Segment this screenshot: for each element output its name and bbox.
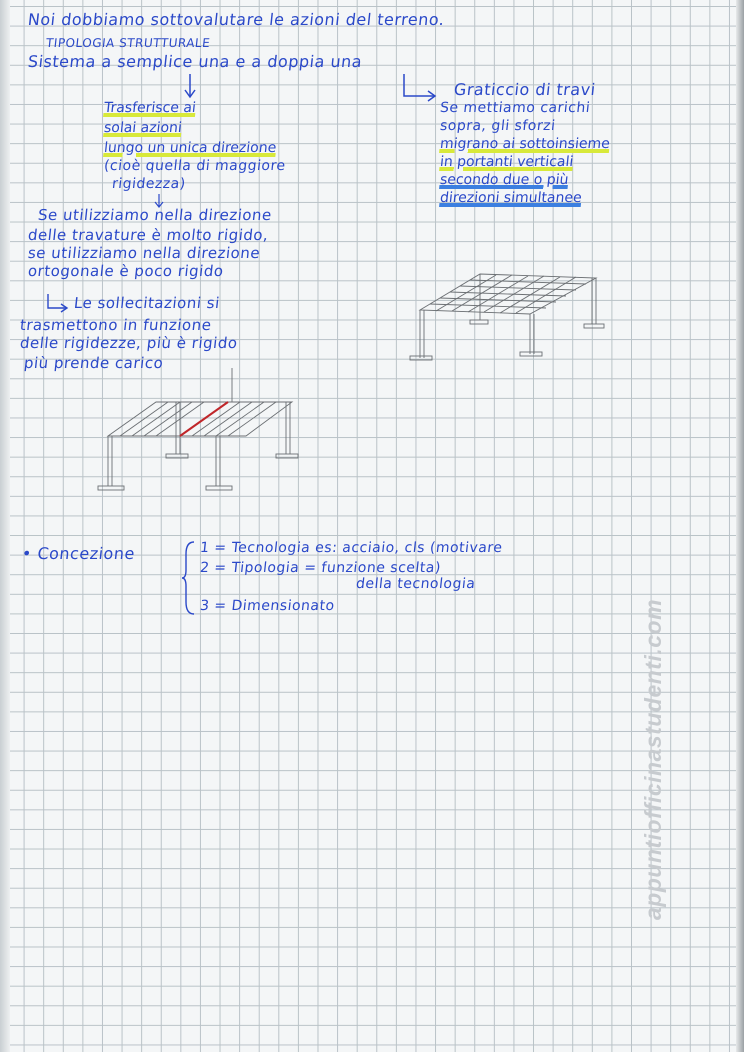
note-line-3: Sistema a semplice una e a doppia una <box>27 52 364 71</box>
page-edge <box>736 0 744 1052</box>
left2-text-1: Se utilizziamo nella direzione <box>37 206 273 224</box>
arrow-corner-icon <box>400 72 440 102</box>
concezione-item-3: della tecnologia <box>355 576 477 592</box>
left-text-5: rigidezza) <box>111 176 187 192</box>
arrow-down-icon <box>180 72 200 102</box>
left-text-1: Trasferisce ai <box>103 100 197 116</box>
left3-text-1: Le sollecitazioni si <box>73 294 221 312</box>
slab-frame-drawing <box>96 368 306 498</box>
left2-text-3: se utilizziamo nella direzione <box>27 244 262 262</box>
left2-text-4: ortogonale è poco rigido <box>27 262 225 280</box>
watermark: appuntiofficinastudenti.com <box>640 598 666 920</box>
concezione-item-1: 1 = Tecnologia es: acciaio, cls (motivare <box>199 540 504 556</box>
right-text-7: direzioni simultanee <box>439 190 583 206</box>
concezione-item-4: 3 = Dimensionato <box>199 598 336 614</box>
left3-text-2: trasmettono in funzione <box>19 316 213 334</box>
left2-text-2: delle travature è molto rigido, <box>27 226 270 244</box>
left3-text-4: più prende carico <box>23 354 165 372</box>
notebook-binding <box>0 0 10 1052</box>
brace-icon <box>182 540 196 616</box>
arrow-corner-small-icon <box>44 292 72 314</box>
concezione-label <box>21 544 136 563</box>
right-text-5: in portanti verticali <box>439 154 575 170</box>
right-text-4: migrano ai sottoinsieme <box>439 136 611 152</box>
concezione-item-2: 2 = Tipologia = funzione scelta) <box>199 560 442 576</box>
beam-grid-drawing <box>400 250 610 370</box>
left-text-4: (cioè quella di maggiore <box>103 158 287 174</box>
right-text-3: sopra, gli sforzi <box>439 118 557 134</box>
note-line-1: Noi dobbiamo sottovalutare le azioni del terreno. <box>27 10 446 29</box>
right-text-2: Se mettiamo carichi <box>439 100 592 116</box>
left-text-3: lungo un unica direzione <box>103 140 278 156</box>
left-text-2: solai azioni <box>103 120 183 136</box>
right-text-1: Graticcio di travi <box>453 80 597 99</box>
right-text-6: secondo due o più <box>439 172 570 188</box>
bullet-icon: • <box>21 544 39 563</box>
note-line-2: TIPOLOGIA STRUTTURALE <box>45 36 211 50</box>
left3-text-3: delle rigidezze, più è rigido <box>19 334 239 352</box>
concezione-text: Concezione <box>36 544 136 563</box>
